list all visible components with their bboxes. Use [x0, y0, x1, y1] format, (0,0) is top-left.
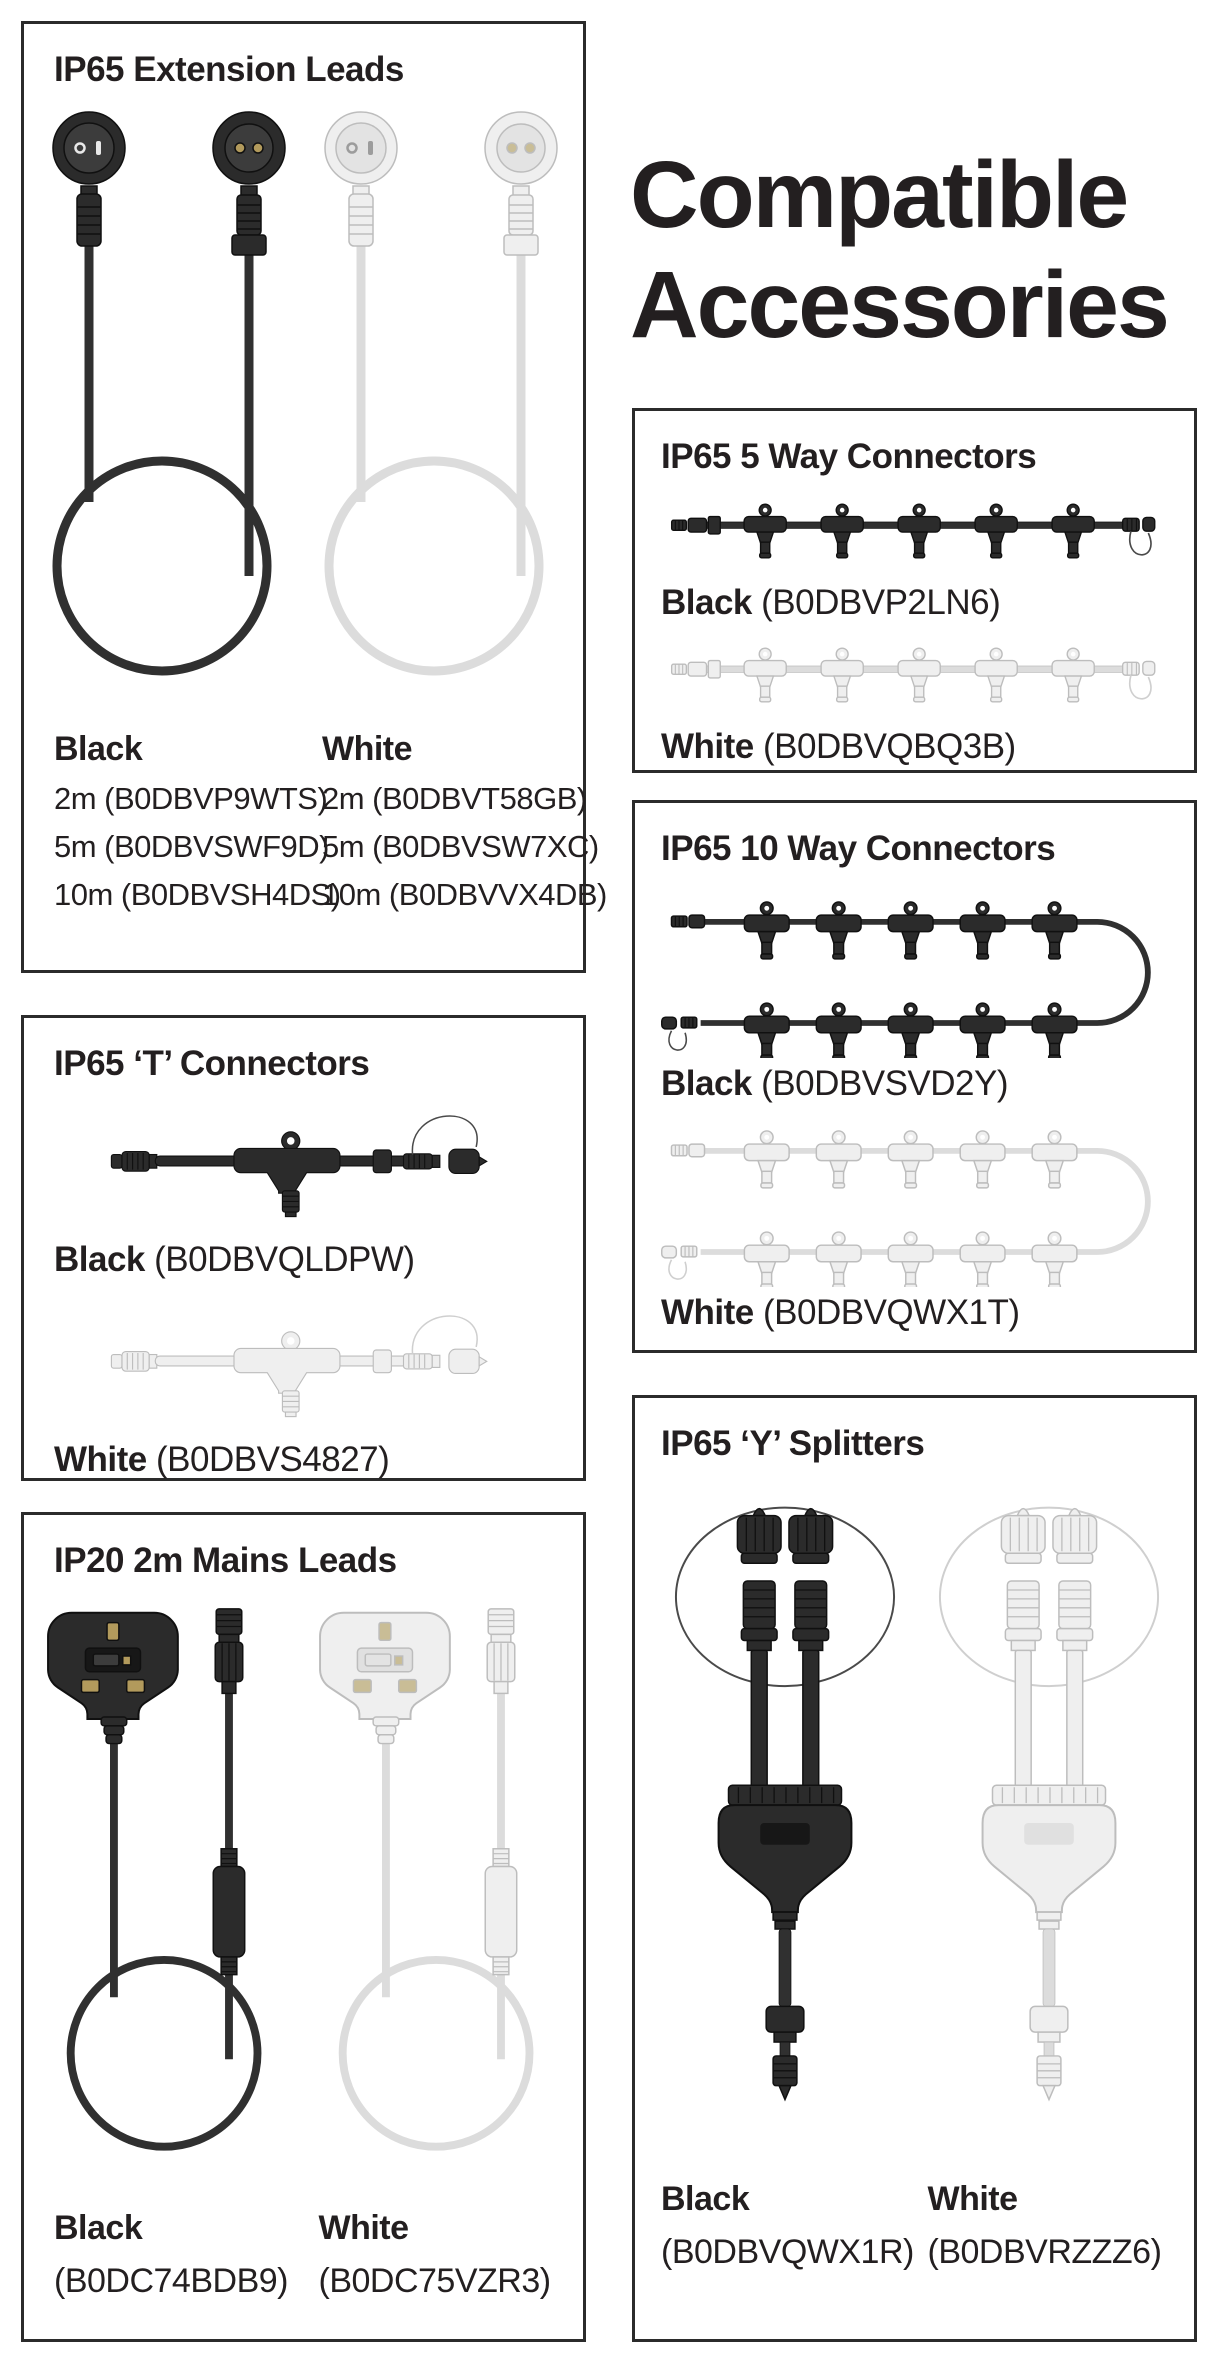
variant-label — [661, 1064, 1194, 1104]
mains-lead-white-illustration — [316, 1599, 566, 2189]
y-splitter-codes — [635, 2164, 1194, 2272]
product-code: (B0DBVSVD2Y) — [761, 1064, 1009, 1103]
ten-way-white-illustration — [653, 1112, 1178, 1287]
five-way-black-illustration — [653, 489, 1178, 577]
product-code: (B0DBVQWX1T) — [763, 1293, 1020, 1332]
code-line: 2m (B0DBVP9WTS) — [54, 781, 328, 816]
section-10-way-connectors — [632, 800, 1197, 1353]
code-line: 10m (B0DBVSH4DS) — [54, 877, 341, 912]
variant-label — [54, 1240, 583, 1280]
section-y-splitters — [632, 1395, 1197, 2342]
section-title: IP65 10 Way Connectors — [661, 829, 1056, 868]
product-code: (B0DBVQWX1R) — [661, 2233, 914, 2271]
page-title — [630, 140, 1205, 360]
color-label: Black — [54, 1240, 145, 1279]
product-code: (B0DBVP2LN6) — [761, 583, 1001, 622]
mains-leads-codes — [24, 2189, 583, 2301]
product-code: (B0DBVQLDPW) — [154, 1240, 415, 1279]
color-label: Black — [661, 583, 752, 622]
y-white-column — [928, 2180, 1195, 2272]
section-5-way-connectors — [632, 408, 1197, 773]
mains-black-column — [54, 2209, 319, 2301]
variant-label — [661, 583, 1194, 623]
page-title-line1: Compatible — [630, 141, 1128, 248]
five-way-white-illustration — [653, 633, 1178, 721]
color-label: White — [318, 2209, 409, 2247]
color-label: Black — [54, 730, 143, 768]
variant-label — [661, 727, 1194, 767]
code-line: 5m (B0DBVSW7XC) — [322, 829, 599, 864]
y-splitter-illustrations — [635, 1464, 1194, 2164]
mains-leads-illustrations — [24, 1581, 583, 2189]
section-t-connectors — [21, 1015, 586, 1481]
y-black-column — [661, 2180, 928, 2272]
page-title-line2: Accessories — [630, 251, 1168, 358]
variant-label — [54, 1440, 583, 1480]
product-code: (B0DC74BDB9) — [54, 2262, 288, 2300]
product-code: (B0DBVQBQ3B) — [763, 727, 1016, 766]
code-line: 5m (B0DBVSWF9D) — [54, 829, 329, 864]
product-code: (B0DBVRZZZ6) — [927, 2233, 1162, 2271]
extension-leads-codes — [24, 704, 607, 913]
code-line: 2m (B0DBVT58GB) — [322, 781, 587, 816]
extension-lead-black-illustration — [44, 104, 294, 704]
color-label: White — [661, 1293, 754, 1332]
color-label: White — [927, 2180, 1018, 2218]
section-title: IP65 ‘Y’ Splitters — [661, 1424, 925, 1463]
t-connector-black-illustration — [48, 1094, 563, 1234]
extension-leads-illustrations — [24, 90, 583, 704]
color-label: Black — [54, 2209, 143, 2247]
color-label: White — [54, 1440, 147, 1479]
variant-label — [661, 1293, 1194, 1333]
section-mains-leads — [21, 1512, 586, 2342]
mains-lead-black-illustration — [44, 1599, 294, 2189]
color-label: Black — [661, 2180, 750, 2218]
section-extension-leads — [21, 21, 607, 973]
t-connector-white-illustration — [48, 1294, 563, 1434]
ten-way-black-illustration — [653, 883, 1178, 1058]
section-title: IP65 Extension Leads — [54, 50, 404, 89]
mains-white-column — [319, 2209, 584, 2301]
color-label: White — [661, 727, 754, 766]
product-code: (B0DC75VZR3) — [318, 2262, 551, 2300]
y-splitter-white-illustration — [925, 1470, 1173, 2164]
color-label: Black — [661, 1064, 752, 1103]
code-line: 10m (B0DBVVX4DB) — [322, 877, 607, 912]
section-title: IP20 2m Mains Leads — [54, 1541, 397, 1580]
extension-white-column — [322, 730, 607, 913]
color-label: White — [322, 730, 413, 768]
product-code: (B0DBVS4827) — [156, 1440, 390, 1479]
section-title: IP65 ‘T’ Connectors — [54, 1044, 370, 1083]
section-title: IP65 5 Way Connectors — [661, 437, 1037, 476]
extension-black-column — [54, 730, 341, 913]
extension-lead-white-illustration — [316, 104, 566, 704]
y-splitter-black-illustration — [661, 1470, 909, 2164]
